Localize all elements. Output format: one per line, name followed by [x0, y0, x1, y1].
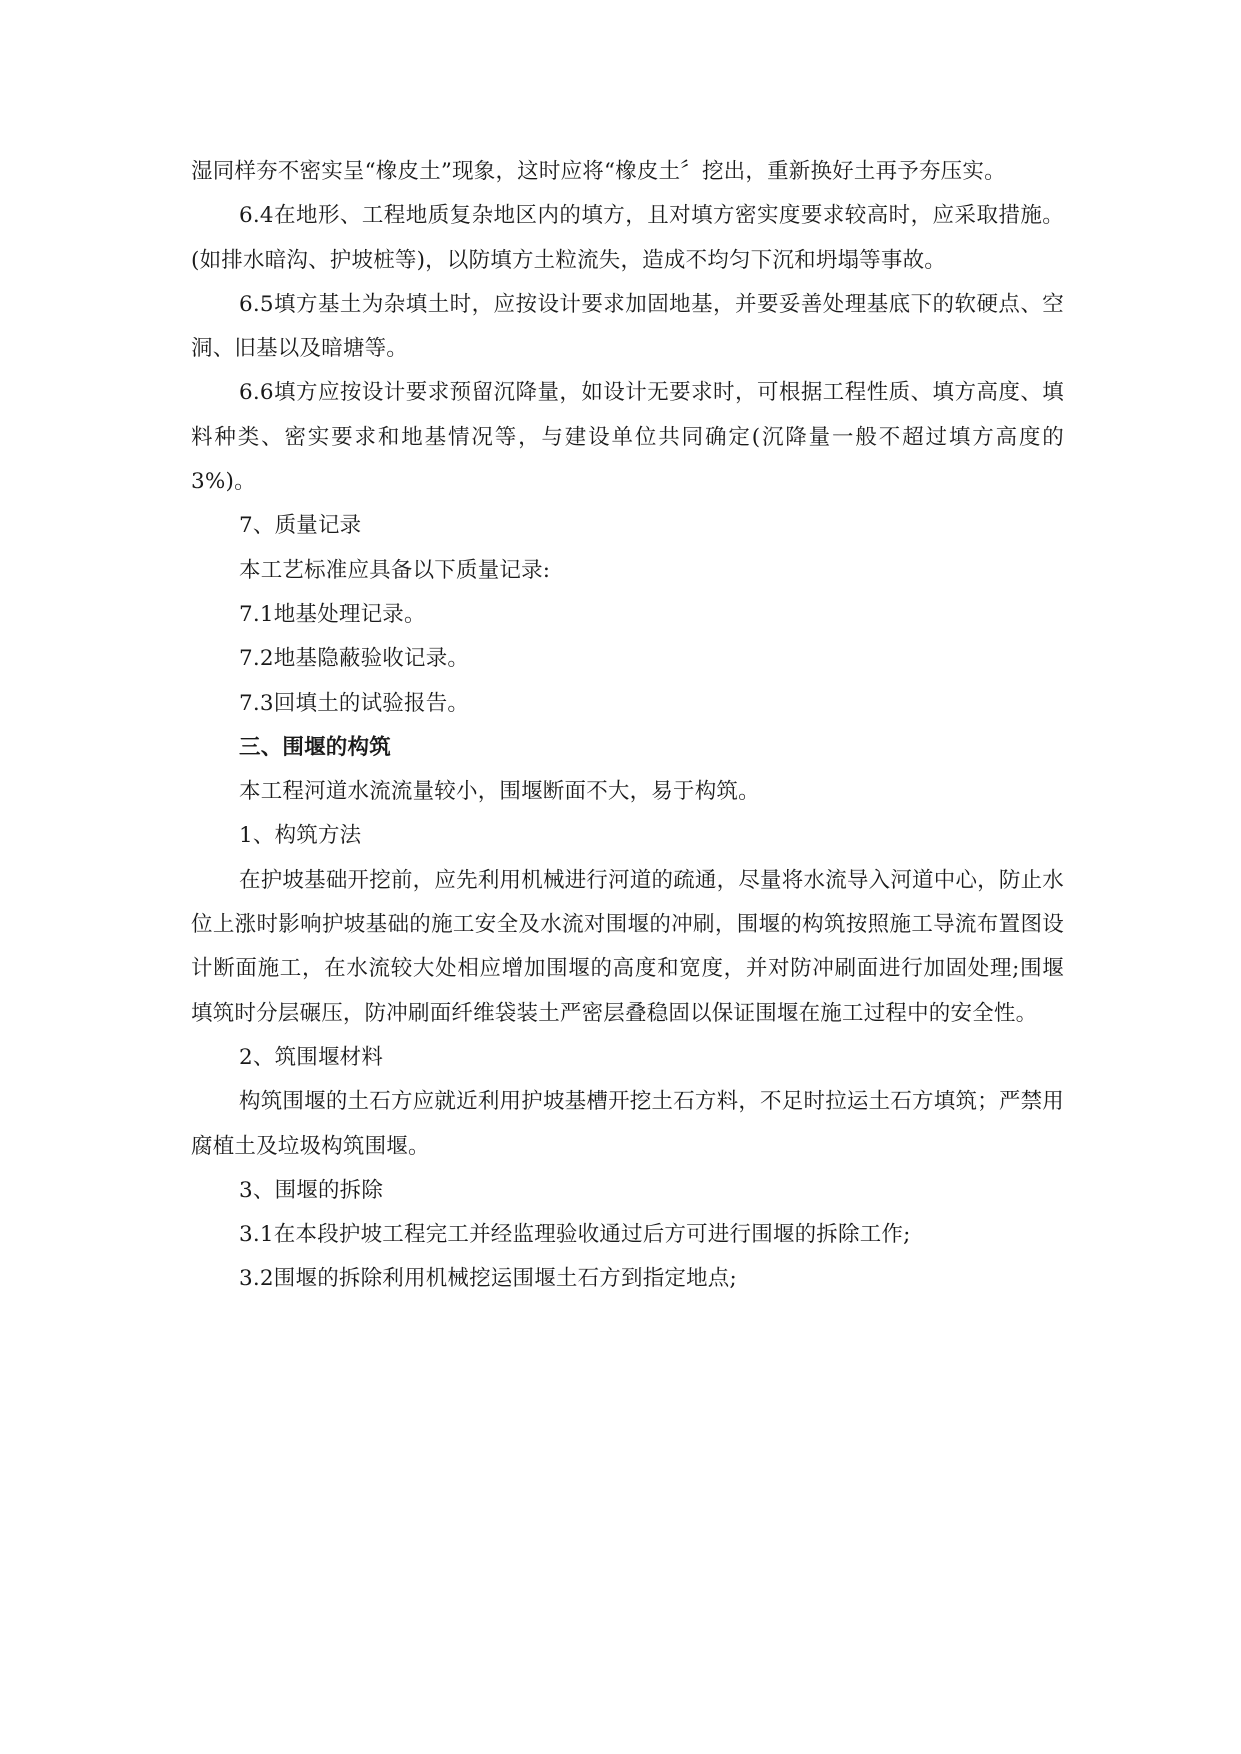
paragraph-7-1: 7.1地基处理记录。: [239, 601, 426, 627]
paragraph-6-4: 6.4在地形、工程地质复杂地区内的填方，且对填方密实度要求较高时，应采取措施。(如排水暗沟、护坡桩等)，以防填方土粒流失，造成不均匀下沉和坍塌等事故。: [191, 203, 1064, 273]
paragraph-6-5: 6.5填方基土为杂填土时，应按设计要求加固地基，并要妥善处理基底下的软硬点、空洞、旧基以及暗塘等。: [191, 291, 1064, 362]
paragraph-construction-method: 在护坡基础开挖前，应先利用机械进行河道的疏通，尽量将水流导入河道中心，防止水位上涨时影响护坡基础的施工安全及水流对围堰的冲刷，围堰的构筑按照施工导流布置图设计断面施工，在水流较大处相应增加围堰的高度和宽度，并对防冲刷面进行加固处理;围堰填筑时分层碾压，防冲刷面纤维袋装土严密层叠稳固以保证围堰在施工过程中的安全性。: [191, 867, 1064, 1026]
subheading-construction-method: 1、构筑方法: [239, 823, 362, 849]
paragraph-3-2: 3.2围堰的拆除利用机械挖运围堰土石方到指定地点;: [239, 1266, 737, 1292]
paragraph-cofferdam-materials: 构筑围堰的土石方应就近利用护坡基槽开挖土石方料，不足时拉运土石方填筑；严禁用腐植土及垃圾构筑围堰。: [191, 1089, 1064, 1159]
paragraph-7-3: 7.3回填土的试验报告。: [239, 690, 470, 716]
subheading-cofferdam-materials: 2、筑围堰材料: [239, 1044, 384, 1070]
paragraph-cofferdam-intro: 本工程河道水流流量较小，围堰断面不大，易于构筑。: [239, 779, 760, 805]
section-3-heading-cofferdam: 三、围堰的构筑: [239, 734, 391, 760]
paragraph-6-6: 6.6填方应按设计要求预留沉降量，如设计无要求时，可根据工程性质、填方高度、填料种类、密实要求和地基情况等，与建设单位共同确定(沉降量一般不超过填方高度的3%)。: [191, 380, 1064, 495]
paragraph-rubber-soil: 湿同样夯不密实呈“橡皮土”现象，这时应将“橡皮土〞挖出，重新换好土再予夯压实。: [191, 159, 1006, 184]
paragraph-7-2: 7.2地基隐蔽验收记录。: [239, 646, 470, 672]
document-body: [191, 150, 1064, 1302]
subheading-cofferdam-removal: 3、围堰的拆除: [239, 1177, 384, 1203]
paragraph-3-1: 3.1在本段护坡工程完工并经监理验收通过后方可进行围堰的拆除工作;: [239, 1222, 911, 1248]
paragraph-quality-records-intro: 本工艺标准应具备以下质量记录:: [239, 557, 551, 583]
section-7-heading: 7、质量记录: [239, 513, 362, 539]
